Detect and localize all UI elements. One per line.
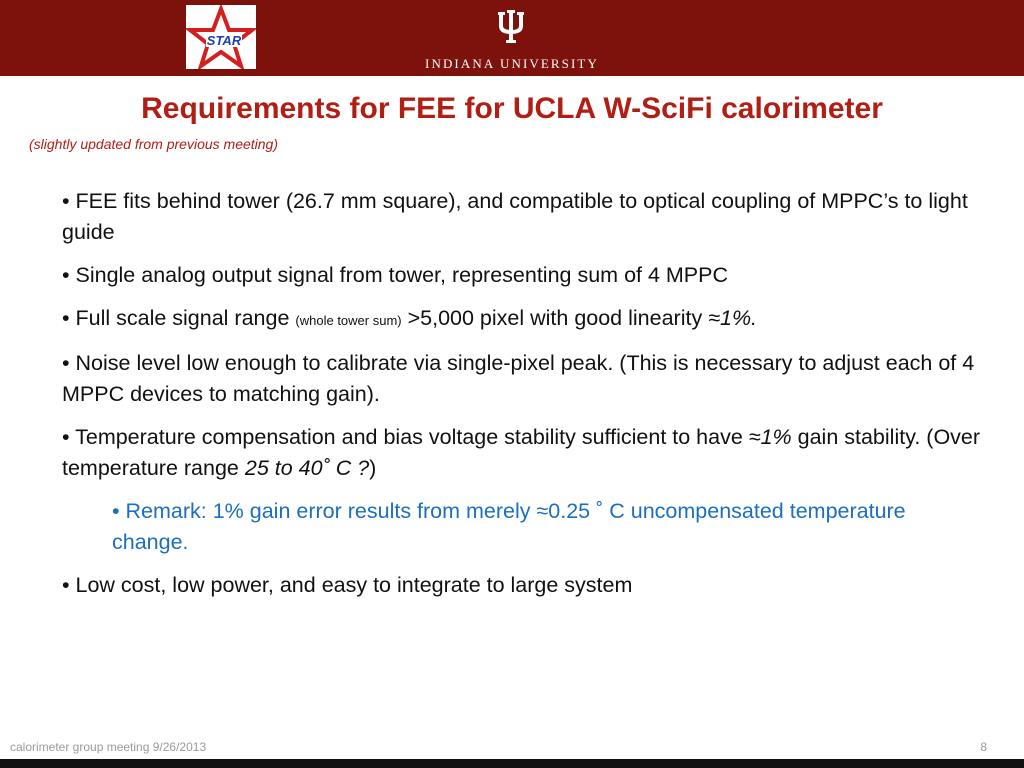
bullet-signal-range-text-b: >5,000 pixel with good linearity [401, 306, 709, 330]
bullet-temperature [62, 422, 982, 484]
bullet-temperature-text-a: • Temperature compensation and bias voltage stability sufficient to have [62, 425, 749, 449]
footer-page-number: 8 [980, 740, 987, 754]
bullet-low-cost: • Low cost, low power, and easy to integrate to large system [62, 573, 633, 597]
slide-subtitle: (slightly updated from previous meeting) [29, 136, 279, 152]
slide-title: Requirements for FEE for UCLA W-SciFi calorimeter [141, 92, 883, 125]
bullet-signal-range-text-a: • Full scale signal range [62, 306, 296, 330]
iu-trident-icon [496, 10, 526, 44]
bottom-bar [0, 759, 1024, 768]
star-icon [186, 5, 256, 69]
bullet-fee-fit: • FEE fits behind tower (26.7 mm square), and compatible to optical coupling of MPPC’s to light guide [62, 189, 968, 244]
footer-meeting-label: calorimeter group meeting 9/26/2013 [10, 740, 207, 754]
bullet-temperature-text-c: ) [369, 456, 377, 480]
bullet-signal-range-linearity: ≈1%. [708, 306, 758, 330]
sub-bullet-remark: • Remark: 1% gain error results from merely ≈0.25 ˚ C uncompensated temperature change. [112, 499, 906, 554]
iu-name: INDIANA UNIVERSITY [425, 56, 599, 71]
bullet-list [62, 186, 982, 613]
bullet-temperature-stability: ≈1% [748, 425, 792, 449]
star-logo-text: STAR [206, 33, 242, 48]
bullet-temperature-range: 25 to 40˚ C ? [244, 456, 370, 480]
bullet-output-signal: • Single analog output signal from tower, representing sum of 4 MPPC [62, 263, 729, 287]
star-logo [186, 5, 256, 69]
bullet-signal-range-note: (whole tower sum) [295, 313, 402, 328]
bullet-noise-level: • Noise level low enough to calibrate via single-pixel peak. (This is necessary to adjust each of 4 MPPC devices to matching gain). [62, 351, 975, 406]
bullet-temperature-text-b: gain stability. (Over temperature range [62, 425, 981, 480]
bullet-signal-range [62, 303, 982, 336]
